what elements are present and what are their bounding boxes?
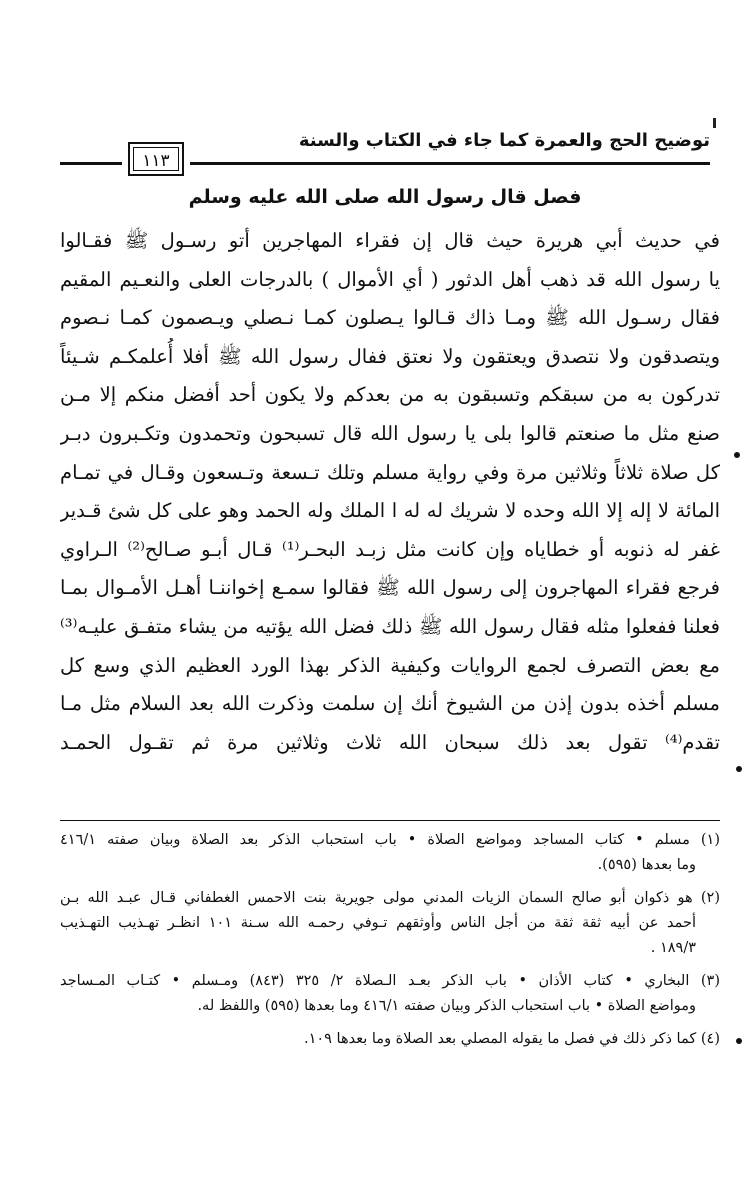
footnote-1 — [60, 828, 720, 878]
body-line: فرجع فقراء المهاجرون إلى رسول الله ﷺ فقالوا سمـع إخواننـا أهـل الأمـوال بمـا — [60, 576, 720, 600]
body-line: غفر له ذنوبه أو خطاياه وإن كانت مثل زبـد البحـر⁽¹⁾ قـال أبـو صـالح⁽²⁾ الـراوي — [60, 537, 720, 561]
body-line: كل صلاة ثلاثاً وثلاثين مرة وفي رواية مسلم وتلك تـسعة وتـسعون وقـال في تمـام — [60, 460, 720, 484]
body-line: صنع مثل ما صنعتم قالوا بلى يا رسول الله قال تسبحون وتحمدون وتكـبرون دبـر — [60, 421, 720, 445]
body-line: في حديث أبي هريرة حيث قال إن فقراء المهاجرين أتو رسـول ﷺ فقـالوا — [60, 229, 720, 252]
scan-mark — [713, 118, 716, 128]
body-line: تدركون به من سبقكم وتسبقون به من بعدكم ولا يكون أحد أفضل منكم إلا مـن — [60, 383, 720, 407]
footnote-line: وما بعدها (٥٩٥). — [597, 857, 696, 873]
footnote-3 — [60, 969, 720, 1019]
page-number-box — [128, 142, 184, 176]
footnote-line: (١) مسلم • كتاب المساجد ومواضع الصلاة • باب استحباب الذكر بعد الصلاة وبيان صفته ٤١٦/١ — [60, 832, 720, 848]
footnotes — [60, 828, 720, 1052]
body-line: المائة لا إله إلا الله وحده لا شريك له له ا الملك وله الحمد وهو على كل شئ قـدير — [60, 499, 720, 523]
page-number: ١١٣ — [133, 147, 179, 171]
body-line: تقدم⁽⁴⁾ تقول بعد ذلك سبحان الله ثلاث وثلاثين مرة ثم تقـول الحمـد — [60, 730, 720, 754]
body-line: مسلم أخذه بدون إذن من الشيوخ أنك إن سلمت وذكرت الله بعد السلام مثل مـا — [60, 692, 720, 716]
footnote-line: (٢) هو ذكوان أبو صالح السمان الزيات المدني مولى جويرية بنت الاحمس الغطفاني قـال عبـد الله بـن — [60, 890, 720, 906]
margin-mark — [734, 452, 740, 458]
body-line: مع بعض التصرف لجمع الروايات وكيفية الذكر بهذا الورد العظيم الذي وسع كل — [60, 653, 720, 677]
footnote-2 — [60, 886, 720, 961]
footnote-4 — [60, 1027, 720, 1052]
footnote-line: ١٨٩/٣ . — [650, 940, 696, 956]
page-header — [60, 122, 710, 176]
margin-mark — [736, 1038, 742, 1044]
header-rule-left — [60, 162, 122, 165]
body-line: فعلنا ففعلوا مثله فقال رسول الله ﷺ ذلك فضل الله يؤتيه من يشاء متفـق عليـه⁽³⁾ — [60, 614, 720, 638]
section-heading: فصل قال رسول الله صلى الله عليه وسلم — [188, 186, 582, 208]
footnote-line: ومواضع الصلاة • باب استحباب الذكر وبيان صفته ٤١٦/١ وما بعدها (٥٩٥) واللفظ له. — [197, 998, 696, 1014]
footnote-line: (٤) كما ذكر ذلك في فصل ما يقوله المصلي بعد الصلاة وما بعدها ١٠٩. — [303, 1031, 720, 1047]
body-text — [60, 222, 720, 762]
body-line: فقال رسـول الله ﷺ ومـا ذاك قـالوا يـصلون كمـا نـصلي ويـصمون كمـا نـصوم — [60, 306, 720, 330]
margin-mark — [736, 766, 742, 772]
body-line: يا رسول الله قد ذهب أهل الدثور ( أي الأموال ) بالدرجات العلى والنعـيم المقيم — [60, 267, 720, 291]
footnote-line: أحمد عن أبيه ثقة ثقة من أجل الناس وأوثقهم تـوفي رحمـه الله سـنة ١٠١ انظـر تهـذيب التهـذيب — [60, 915, 696, 931]
footnote-divider — [60, 820, 720, 821]
header-rule-right — [190, 162, 710, 165]
running-title: توضيح الحج والعمرة كما جاء في الكتاب والسنة — [298, 130, 710, 151]
footnote-line: (٣) البخاري • كتاب الأذان • باب الذكر بعـد الـصلاة ٢/ ٣٢٥ (٨٤٣) ومـسلم • كتـاب المـساجد — [60, 973, 720, 989]
body-line: ويتصدقون ولا نتصدق ويعتقون ولا نعتق ففال رسول الله ﷺ أفلا أُعلمكـم شـيئاً — [60, 344, 720, 368]
